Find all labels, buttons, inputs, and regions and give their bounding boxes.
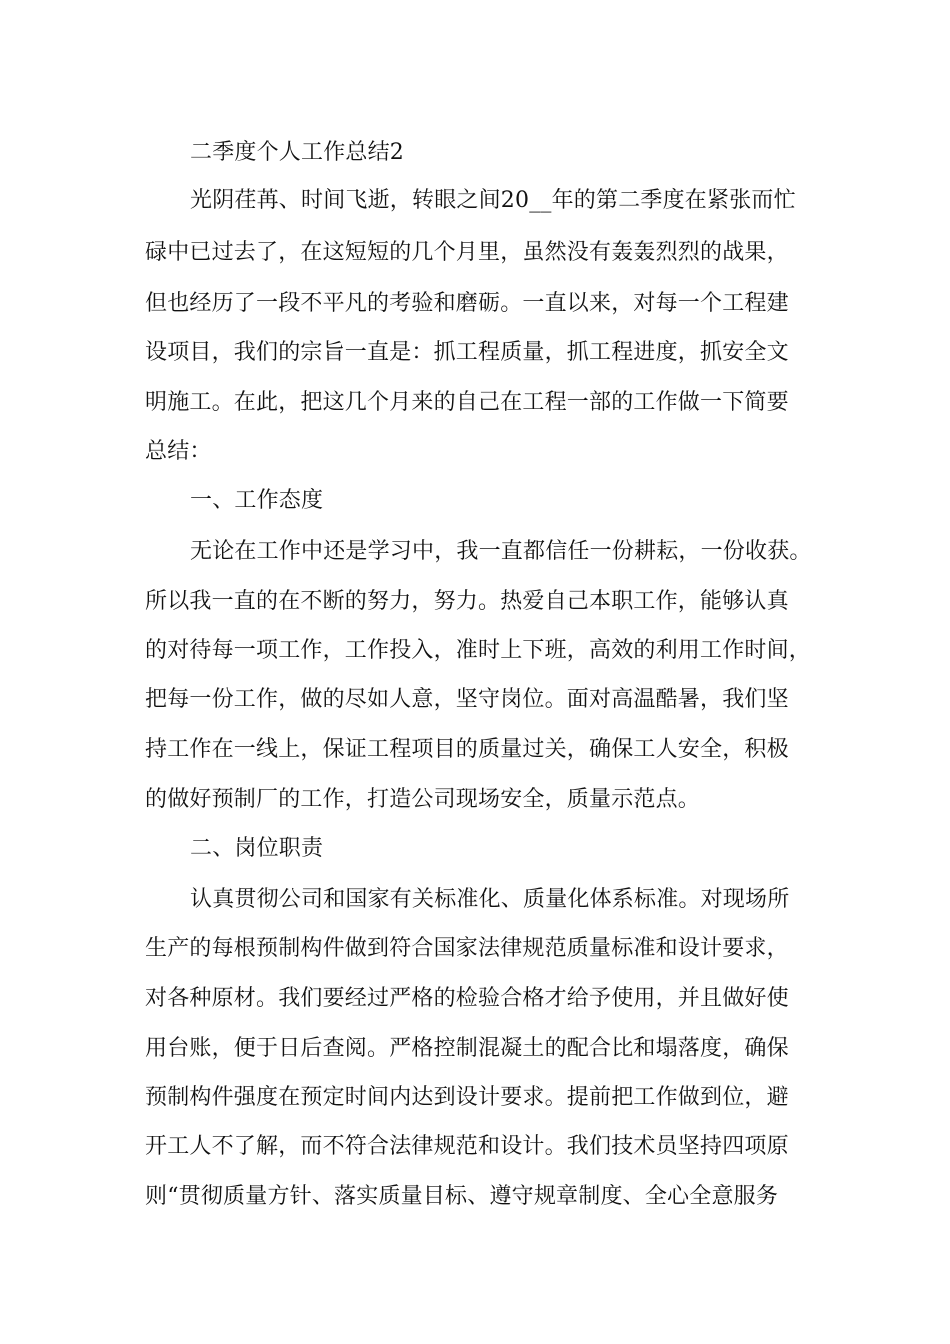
text-line: 持工作在一线上，保证工程项目的质量过关，确保工人安全，积极 [145,737,789,762]
section-heading: 二、岗位职责 [190,836,324,861]
text-line: 对各种原材。我们要经过严格的检验合格才给予使用，并且做好使 [145,986,789,1011]
document-title: 二季度个人工作总结2 [190,140,404,165]
text-line: 无论在工作中还是学习中，我一直都信任一份耕耘，一份收获。 [190,539,812,564]
text-line: 总结： [145,439,212,464]
text-line: 所以我一直的在不断的努力，努力。热爱自己本职工作，能够认真 [145,589,789,614]
text-line: 明施工。在此，把这几个月来的自己在工程一部的工作做一下简要 [145,390,789,415]
text-line: 用台账，便于日后查阅。严格控制混凝土的配合比和塌落度，确保 [145,1036,789,1061]
text-line: 则“贯彻质量方针、落实质量目标、遵守规章制度、全心全意服务 [145,1184,779,1209]
text-line: 设项目，我们的宗旨一直是：抓工程质量，抓工程进度，抓安全文 [145,340,789,365]
text-line: 生产的每根预制构件做到符合国家法律规范质量标准和设计要求， [145,936,789,961]
text-line: 但也经历了一段不平凡的考验和磨砺。一直以来，对每一个工程建 [145,291,789,316]
text-line: 的对待每一项工作，工作投入，准时上下班，高效的利用工作时间， [145,638,812,663]
text-line: 碌中已过去了，在这短短的几个月里，虽然没有轰轰烈烈的战果， [145,240,789,265]
text-line: 预制构件强度在预定时间内达到设计要求。提前把工作做到位，避 [145,1085,789,1110]
text-line: 光阴荏苒、时间飞逝，转眼之间20__年的第二季度在紧张而忙 [190,188,796,213]
section-heading: 一、工作态度 [190,488,324,513]
text-line: 把每一份工作，做的尽如人意，坚守岗位。面对高温酷暑，我们坚 [145,687,789,712]
text-line: 认真贯彻公司和国家有关标准化、质量化体系标准。对现场所 [190,887,790,912]
text-line: 开工人不了解，而不符合法律规范和设计。我们技术员坚持四项原 [145,1134,789,1159]
text-line: 的做好预制厂的工作，打造公司现场安全，质量示范点。 [145,787,701,812]
